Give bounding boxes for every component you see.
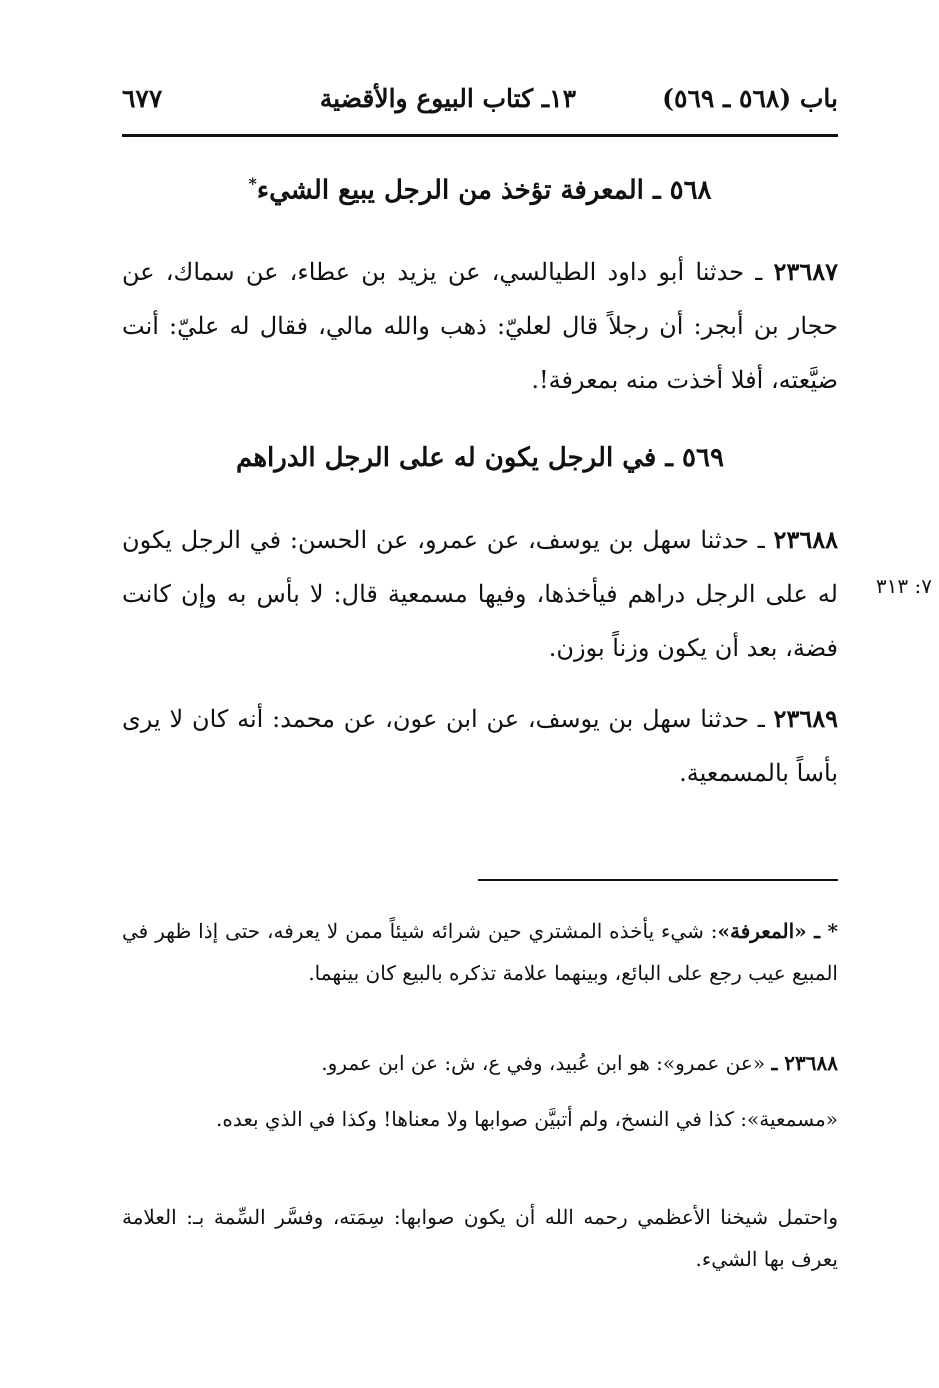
margin-reference: ٧: ٣١٣: [875, 574, 932, 598]
running-head: [122, 84, 838, 128]
running-head-book-title: ١٣ـ كتاب البيوع والأقضية: [319, 84, 576, 113]
section-heading-568: [122, 174, 838, 206]
footnote-text: «عن عمرو»: هو ابن عُبيد، وفي ع، ش: عن ابن عمرو.: [321, 1051, 766, 1075]
hadith-number: ٢٣٦٨٧: [773, 257, 838, 286]
header-rule: [122, 134, 838, 137]
hadith-number: ٢٣٦٨٨: [773, 525, 838, 554]
footnote-separator: [478, 879, 838, 881]
footnote-lead: * ـ «المعرفة»: [717, 919, 838, 943]
footnote-text: «مسمعية»: كذا في النسخ، ولم أتبيَّن صوابها ولا معناها! وكذا في الذي بعده.: [215, 1107, 838, 1131]
hadith-text: ـ حدثنا سهل بن يوسف، عن ابن عون، عن محمد: أنه كان لا يرى بأساً بالمسمعية.: [122, 705, 838, 787]
footnote-lead: ٢٣٦٨٨ ـ: [771, 1051, 838, 1075]
hadith-23687: [122, 245, 838, 407]
footnote-musmiya: [122, 1098, 838, 1140]
page-number: ٦٧٧: [122, 84, 163, 113]
section-title-568: ٥٦٨ ـ المعرفة تؤخذ من الرجل يبيع الشيء: [256, 175, 712, 206]
hadith-text: ـ حدثنا سهل بن يوسف، عن عمرو، عن الحسن: في الرجل يكون له على الرجل دراهم فيأخذها، وفيها مسمعية قال: لا بأس به وإن كانت فضة، بعد أن يكون وزناً بوزن.: [122, 526, 838, 662]
footnote-23688: [122, 1042, 838, 1084]
hadith-23688: [122, 513, 838, 675]
footnote-azami: [122, 1196, 838, 1280]
footnote-star: [122, 910, 838, 994]
footnote-text: واحتمل شيخنا الأعظمي رحمه الله أن يكون صوابها: سِمَته، وفسَّر السِّمة بـ: العلامة يعرف بها الشيء.: [122, 1205, 838, 1271]
footnote-text: : شيء يأخذه المشتري حين شرائه شيئاً ممن لا يعرفه، حتى إذا ظهر في المبيع عيب رجع على البائع، وبينهما علامة تذكره بالبيع كان بينهما.: [122, 919, 838, 985]
running-head-chapter: باب (٥٦٨ ـ ٥٦٩): [662, 84, 838, 113]
hadith-text: ـ حدثنا أبو داود الطيالسي، عن يزيد بن عطاء، عن سماك، عن حجار بن أبجر: أن رجلاً قال لعليّ: ذهب والله مالي، فقال له عليّ: أنت ضيَّعته، أفلا أخذت منه بمعرفة!.: [122, 258, 839, 394]
footnote-marker: *: [248, 174, 257, 193]
hadith-23689: [122, 692, 838, 800]
section-heading-569: [122, 443, 838, 473]
section-title-569: ٥٦٩ ـ في الرجل يكون له على الرجل الدراهم: [236, 443, 724, 473]
hadith-number: ٢٣٦٨٩: [773, 704, 838, 733]
